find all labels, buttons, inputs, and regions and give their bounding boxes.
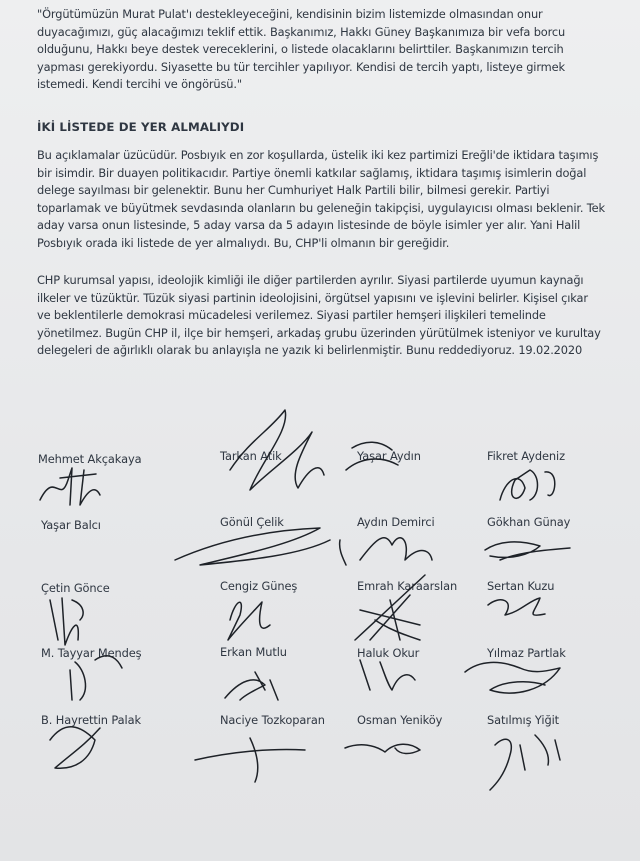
quote-paragraph: "Örgütümüzün Murat Pulat'ı destekleyeceğini, kendisinin bizim listemizde olmasından onur duyacağımızı, güç alacağımızı teklif ettik. Başkanımız, Hakkı Güney Başkanımıza bir vefa borcu olduğunu, Hakkı beye destek vereceklerini, o listede olacaklarını belirttiler. Başkanımızın tercih yapması gerekiyordu. Siyasette bu tür tercihler yapılıyor. Kendisi de tercih yaptı, listeye girmek istemedi. Kendi tercihi ve öngörüsü." [37,7,566,92]
signatory-name: Aydın Demirci [357,515,435,529]
signature [225,672,278,700]
signature [500,470,555,500]
body-paragraph-1: Bu açıklamalar üzücüdür. Posbıyık en zor koşullarda, üstelik iki kez partimizi Ereğli'de iktidara taşımış bir isimdir. Bir duayen politikacıdır. Partiye önemli katkılar sağlamış, iktidara taşımış isimlerin doğal delege sayılması bir gelenektir. Bunu her Cumhuriyet Halk Partili bilir, bilmesi gerekir. Partiyi toparlamak ve büyütmek sevdasında olanların bu geleneğin takipçisi, uygulayıcısı olması beklenir. Tek aday varsa onun listesinde, 5 aday varsa da 5 adayın listesinde de böyle isimler yer alır. Yani Halil Posbıyık orada iki listede de yer almalıydı. Bu, CHP'li olmanın bir gereğidir. [37,148,605,250]
signatory-name: Yılmaz Partlak [487,646,566,660]
signatory-name: Gökhan Günay [487,515,571,529]
signatory-name: Cengiz Güneş [220,579,298,593]
signature [490,735,560,790]
signatory-name: Çetin Gönce [41,581,110,595]
signature [50,727,100,768]
signatory-name: Yaşar Aydın [357,449,421,463]
signatory-name: M. Tayyar Mendeş [41,646,142,660]
signature [485,542,570,560]
signatory-name: Emrah Karaarslan [357,579,458,593]
signature [360,660,415,690]
signature [488,598,545,615]
signatory-name: Mehmet Akçakaya [38,452,142,466]
signature [40,468,100,505]
signature [175,528,330,565]
signature [465,662,560,693]
signatory-name: Haluk Okur [357,646,420,660]
signature [228,602,270,640]
signatory-name: Fikret Aydeniz [487,449,565,463]
signature [195,738,305,782]
signatory-name: Tarkan Atik [220,449,282,463]
signature [70,656,122,700]
signatory-name: Yaşar Balcı [41,518,101,532]
signatory-name: Sertan Kuzu [487,579,555,593]
signatory-name: B. Hayrettin Palak [41,713,141,727]
signature [345,744,420,753]
signatory-name: Naciye Tozkoparan [220,713,325,727]
signatory-name: Satılmış Yiğit [487,713,559,727]
signatory-name: Gönül Çelik [220,515,284,529]
body-paragraph-2: CHP kurumsal yapısı, ideolojik kimliği ile diğer partilerden ayrılır. Siyasi partilerde uyumun kaynağı ilkeler ve tüzüktür. Tüzük siyasi partinin ideolojisini, örgütsel yapısını ve işlevini belirler. Kişisel çıkar ve beklentilerle demokrasi mücadelesi verilemez. Siyasi partiler hemşeri ilişkileri temelinde yönetilmez. Bugün CHP il, ilçe bir hemşeri, arkadaş grubu üzerinden yürütülmek isteniyor ve kurultay delegeleri de ağırlıklı olarak bu anlayışla ne yazık ki belirlenmiştir. Bunu reddediyoruz. 19.02.2020 [37,273,601,358]
signatory-name: Osman Yeniköy [357,713,443,727]
signatory-name: Erkan Mutlu [220,645,287,659]
signature [340,538,432,565]
section-heading: İKİ LİSTEDE DE YER ALMALIYDI [37,120,245,134]
signature [50,598,83,645]
